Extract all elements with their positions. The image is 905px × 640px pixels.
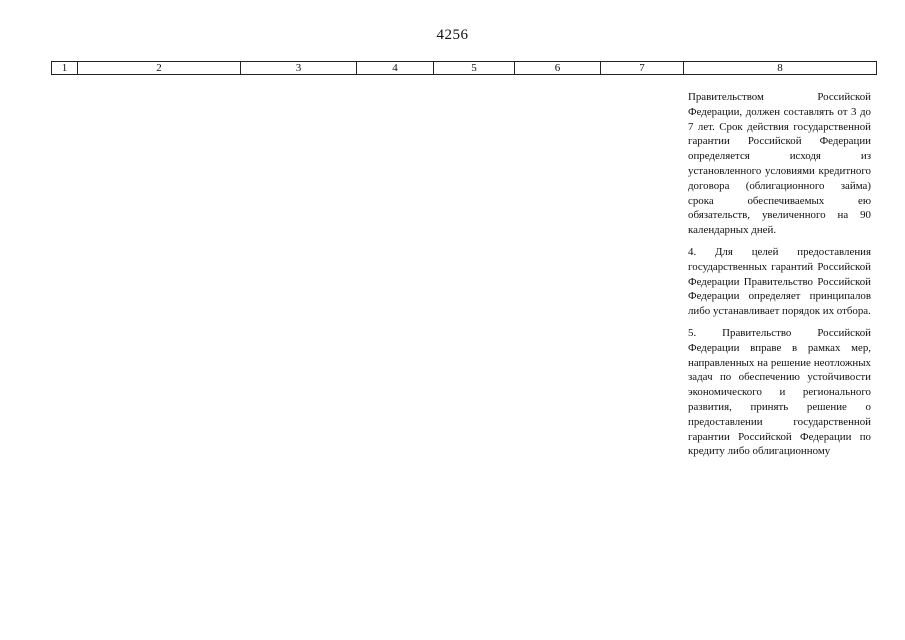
column-header-4: 4 (357, 62, 434, 75)
column-header-3: 3 (241, 62, 357, 75)
column-header-2: 2 (78, 62, 241, 75)
column-header-7: 7 (601, 62, 684, 75)
column-header-8: 8 (684, 62, 877, 75)
column-number-header-table (51, 61, 877, 75)
paragraph-item-4: 4. Для целей предоставления государственных гарантий Российской Федерации Правительство Российской Федерации определяет принципалов либо устанавливает порядок их отбора. (688, 245, 871, 318)
column-8-text (688, 90, 871, 466)
paragraph-continuation: Правительством Российской Федерации, должен составлять от 3 до 7 лет. Срок действия государственной гарантии Российской Федерации определяется исходя из установленного условиями кредитного договора (облигационного займа) срока обеспечиваемых ею обязательств, увеличенного на 90 календарных дней. (688, 91, 871, 237)
column-header-1: 1 (52, 62, 78, 75)
paragraph-item-5: 5. Правительство Российской Федерации вправе в рамках мер, направленных на решение неотложных задач по обеспечению устойчивости экономического и регионального развития, принять решение о предоставлении государственной гарантии Российской Федерации по кредиту либо облигационному (688, 326, 871, 458)
column-header-6: 6 (515, 62, 601, 75)
header-row (52, 62, 877, 75)
page-number: 4256 (436, 27, 469, 43)
column-header-5: 5 (434, 62, 515, 75)
